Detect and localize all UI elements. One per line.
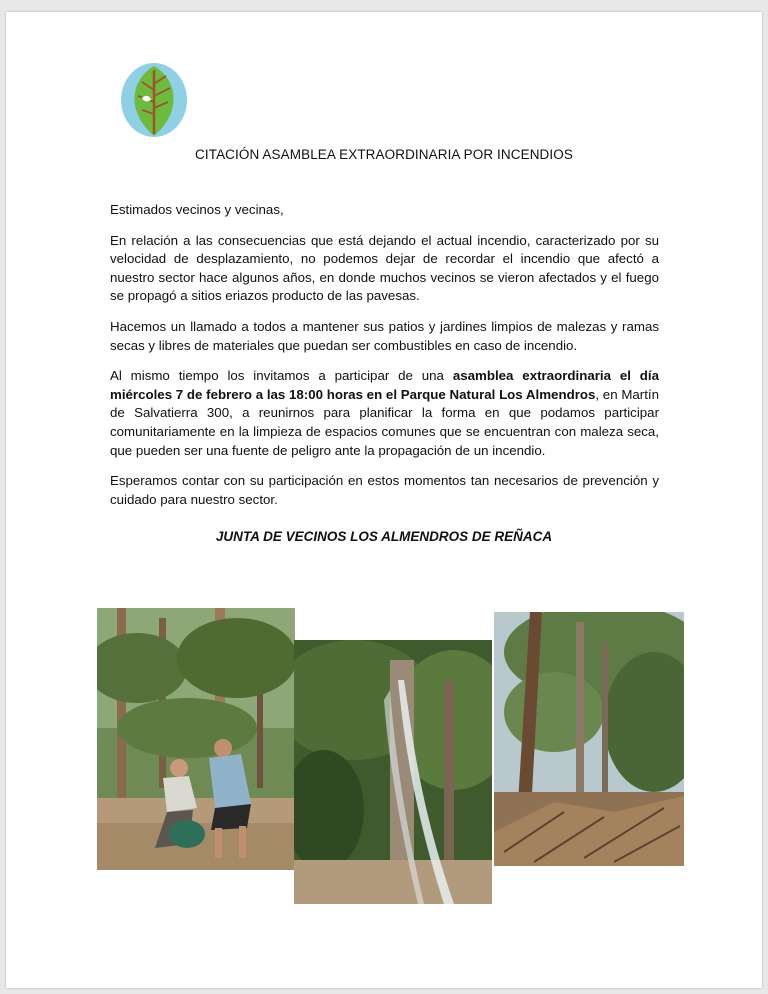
paragraph-4: Esperamos contar con su participación en estos momentos tan necesarios de prevención y cuidado para nuestro sector. xyxy=(110,473,659,507)
paragraph-1: En relación a las consecuencias que está dejando el actual incendio, caracterizado por su velocidad de desplazamiento, no podemos dejar de recordar el incendio que afectó a nuestro sector hace algunos años, en donde muchos vecinos se vieron afectados y el fuego se propagó a sitios eriazos producto de las pavesas. xyxy=(110,232,659,304)
paragraph-2: Hacemos un llamado a todos a mantener sus patios y jardines limpios de malezas y ramas secas y libres de materiales que puedan ser combustibles en caso de incendio. xyxy=(110,318,659,353)
paragraph-3-rest: , en Martín de Salvatierra 300, a reunirnos para planificar la forma en que podamos participar comunitariamente en la limpieza de espacios comunes que se encuentran con maleza seca, que pueden ser una fuente de peligro ante la propagación de un incendio. xyxy=(110,386,660,458)
signature: JUNTA DE VECINOS LOS ALMENDROS DE REÑACA xyxy=(215,529,553,544)
paragraph-3-intro: Al mismo tiempo los invitamos a participar de una xyxy=(110,368,453,384)
photo-volunteers-cleaning xyxy=(97,608,295,870)
meeting-details: asamblea extraordinaria el día miércoles 7 de febrero a las 18:00 horas en el Parque Natural Los Almendros xyxy=(110,368,659,402)
letter-body xyxy=(110,201,659,521)
document-title: CITACIÓN ASAMBLEA EXTRAORDINARIA POR INCENDIOS xyxy=(195,147,573,162)
leaf-logo-icon xyxy=(120,62,188,138)
greeting: Estimados vecinos y vecinas, xyxy=(110,202,284,217)
photo-dry-brush xyxy=(494,612,684,866)
paragraph-3 xyxy=(110,367,659,460)
document-page xyxy=(6,12,762,988)
photo-water-sprinkler xyxy=(294,640,492,904)
